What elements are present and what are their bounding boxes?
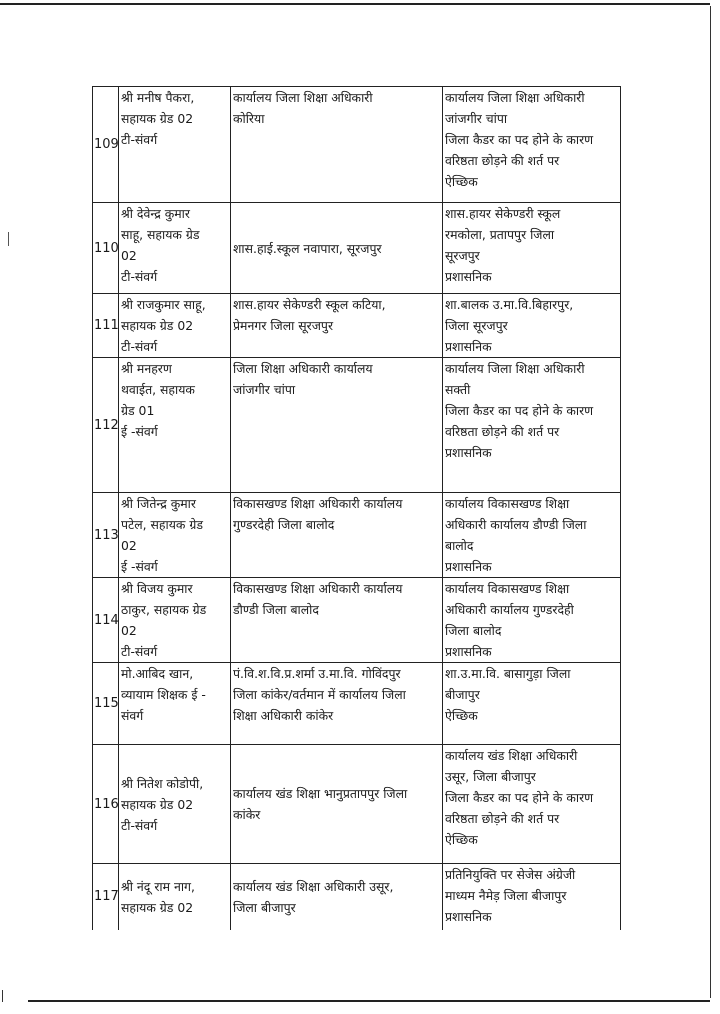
new-posting: शा.उ.मा.वि. बासागुड़ा जिला बीजापुर ऐच्छिक bbox=[443, 663, 621, 745]
current-posting: कार्यालय खंड शिक्षा भानुप्रतापपुर जिला कांकेर bbox=[231, 745, 443, 864]
new-posting: कार्यालय विकासखण्ड शिक्षा अधिकारी कार्यालय गुण्डरदेही जिला बालोद प्रशासनिक bbox=[443, 578, 621, 663]
serial-number: 110 bbox=[93, 203, 119, 294]
table-row bbox=[93, 578, 621, 663]
table-row bbox=[93, 663, 621, 745]
current-posting: जिला शिक्षा अधिकारी कार्यालय जांजगीर चांपा bbox=[231, 358, 443, 493]
serial-number: 111 bbox=[93, 294, 119, 358]
current-posting: शास.हाई.स्कूल नवापारा, सूरजपुर bbox=[231, 203, 443, 294]
current-posting: कार्यालय जिला शिक्षा अधिकारी कोरिया bbox=[231, 87, 443, 203]
employee-name: श्री विजय कुमार ठाकुर, सहायक ग्रेड 02 टी-संवर्ग bbox=[119, 578, 231, 663]
table-row bbox=[93, 745, 621, 864]
employee-name: श्री नंदू राम नाग, सहायक ग्रेड 02 bbox=[119, 864, 231, 930]
new-posting: प्रतिनियुक्ति पर सेजेस अंग्रेजी माध्यम नैमेड़ जिला बीजापुर प्रशासनिक bbox=[443, 864, 621, 930]
new-posting: शा.बालक उ.मा.वि.बिहारपुर, जिला सूरजपुर प्रशासनिक bbox=[443, 294, 621, 358]
table-row bbox=[93, 493, 621, 578]
page-border-top bbox=[0, 3, 710, 5]
table-row bbox=[93, 864, 621, 930]
transfer-table bbox=[92, 86, 621, 930]
current-posting: विकासखण्ड शिक्षा अधिकारी कार्यालय डौण्डी जिला बालोद bbox=[231, 578, 443, 663]
employee-name: श्री नितेश कोडोपी, सहायक ग्रेड 02 टी-संवर्ग bbox=[119, 745, 231, 864]
new-posting: शास.हायर सेकेण्डरी स्कूल रमकोला, प्रतापपुर जिला सूरजपुर प्रशासनिक bbox=[443, 203, 621, 294]
employee-name: श्री राजकुमार साहू, सहायक ग्रेड 02 टी-संवर्ग bbox=[119, 294, 231, 358]
table-row bbox=[93, 358, 621, 493]
serial-number: 117 bbox=[93, 864, 119, 930]
table-row bbox=[93, 294, 621, 358]
new-posting: कार्यालय विकासखण्ड शिक्षा अधिकारी कार्यालय डौण्डी जिला बालोद प्रशासनिक bbox=[443, 493, 621, 578]
employee-name: श्री देवेन्द्र कुमार साहू, सहायक ग्रेड 02 टी-संवर्ग bbox=[119, 203, 231, 294]
employee-name: श्री जितेन्द्र कुमार पटेल, सहायक ग्रेड 02 ई -संवर्ग bbox=[119, 493, 231, 578]
margin-mark bbox=[8, 232, 9, 246]
serial-number: 116 bbox=[93, 745, 119, 864]
serial-number: 113 bbox=[93, 493, 119, 578]
serial-number: 112 bbox=[93, 358, 119, 493]
employee-name: श्री मनीष पैकरा, सहायक ग्रेड 02 टी-संवर्ग bbox=[119, 87, 231, 203]
current-posting: कार्यालय खंड शिक्षा अधिकारी उसूर, जिला बीजापुर bbox=[231, 864, 443, 930]
table-row bbox=[93, 87, 621, 203]
new-posting: कार्यालय जिला शिक्षा अधिकारी सक्ती जिला कैडर का पद होने के कारण वरिष्ठता छोड़ने की शर्त पर प्रशासनिक bbox=[443, 358, 621, 493]
new-posting: कार्यालय जिला शिक्षा अधिकारी जांजगीर चांपा जिला कैडर का पद होने के कारण वरिष्ठता छोड़ने की शर्त पर ऐच्छिक bbox=[443, 87, 621, 203]
current-posting: पं.वि.श.वि.प्र.शर्मा उ.मा.वि. गोविंदपुर जिला कांकेर/वर्तमान में कार्यालय जिला शिक्षा अधिकारी कांकेर bbox=[231, 663, 443, 745]
current-posting: विकासखण्ड शिक्षा अधिकारी कार्यालय गुण्डरदेही जिला बालोद bbox=[231, 493, 443, 578]
page-border-bottom bbox=[28, 1000, 710, 1002]
serial-number: 114 bbox=[93, 578, 119, 663]
employee-name: श्री मनहरण थवाईत, सहायक ग्रेड 01 ई -संवर्ग bbox=[119, 358, 231, 493]
page-border-left-tick bbox=[2, 990, 3, 1002]
serial-number: 115 bbox=[93, 663, 119, 745]
employee-name: मो.आबिद खान, व्यायाम शिक्षक ई - संवर्ग bbox=[119, 663, 231, 745]
serial-number: 109 bbox=[93, 87, 119, 203]
current-posting: शास.हायर सेकेण्डरी स्कूल कटिया, प्रेमनगर जिला सूरजपुर bbox=[231, 294, 443, 358]
new-posting: कार्यालय खंड शिक्षा अधिकारी उसूर, जिला बीजापुर जिला कैडर का पद होने के कारण वरिष्ठता छोड़ने की शर्त पर ऐच्छिक bbox=[443, 745, 621, 864]
table-row bbox=[93, 203, 621, 294]
page-border-right bbox=[710, 6, 711, 998]
